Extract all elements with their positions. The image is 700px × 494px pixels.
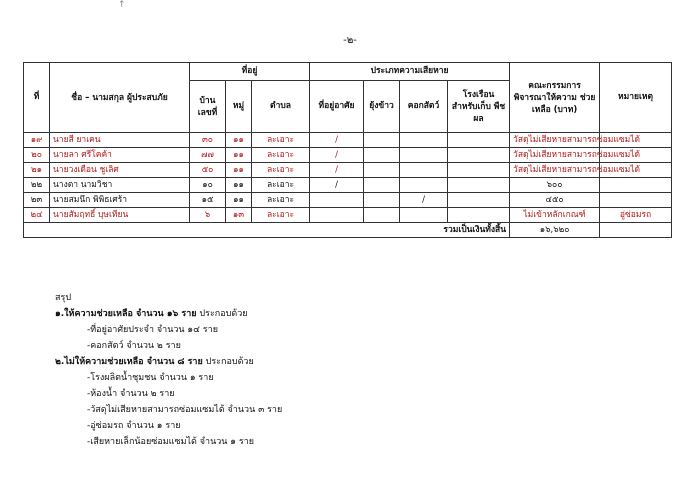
row-rice-barn	[364, 178, 400, 193]
row-tambon: ละเอาะ	[252, 193, 310, 208]
row-storage	[448, 178, 510, 193]
assistance-table	[23, 62, 672, 238]
row-tambon: ละเอาะ	[252, 178, 310, 193]
no-assist-item: -อู่ซ่อมรถ จำนวน ๑ ราย	[87, 421, 181, 431]
row-storage	[448, 208, 510, 223]
total-value: ๑๖,๖๒๐	[510, 223, 600, 238]
row-moo: ๑๑	[226, 193, 252, 208]
row-tambon: ละเอาะ	[252, 148, 310, 163]
assist-item: -คอกสัตว์ จำนวน ๒ ราย	[87, 341, 181, 351]
header-storage: โรงเรือน สำหรับเก็บ พืชผล	[448, 81, 510, 133]
row-moo: ๑๑	[226, 148, 252, 163]
row-name: นายสมนึก พิพิธเศร้า	[50, 193, 190, 208]
row-name: นายวงเดือน ชูเลิศ	[50, 163, 190, 178]
page-number: -๒-	[343, 35, 357, 46]
no-assist-item: -โรงผลิตน้ำชุมชน จำนวน ๑ ราย	[87, 373, 214, 383]
header-name: ชื่อ – นามสกุล ผู้ประสบภัย	[50, 63, 190, 133]
row-house-no: ๓๐	[190, 133, 226, 148]
header-rice-barn: ยุ้งข้าว	[364, 81, 400, 133]
assist-suffix: ประกอบด้วย	[196, 309, 248, 319]
row-house-no: ๖	[190, 208, 226, 223]
row-storage	[448, 193, 510, 208]
table-row	[24, 193, 672, 208]
row-house-no: ๗๗	[190, 148, 226, 163]
header-no: ที่	[24, 63, 50, 133]
header-dwelling: ที่อยู่อาศัย	[310, 81, 364, 133]
header-moo: หมู่	[226, 81, 252, 133]
row-tambon: ละเอาะ	[252, 163, 310, 178]
row-moo: ๑๑	[226, 163, 252, 178]
row-dwelling: /	[310, 133, 364, 148]
row-storage	[448, 148, 510, 163]
row-storage	[448, 133, 510, 148]
row-name: นายสี ยาเคน	[50, 133, 190, 148]
summary-heading: สรุป	[55, 293, 72, 303]
row-pen: /	[400, 193, 448, 208]
row-pen	[400, 148, 448, 163]
table-row	[24, 208, 672, 223]
row-moo: ๑๓	[226, 208, 252, 223]
assist-item: -ที่อยู่อาศัยประจำ จำนวน ๑๔ ราย	[87, 325, 218, 335]
row-house-no: ๑๐	[190, 178, 226, 193]
row-pen	[400, 208, 448, 223]
header-remark: หมายเหตุ	[600, 63, 672, 133]
row-tambon: ละเอาะ	[252, 208, 310, 223]
row-dwelling	[310, 193, 364, 208]
row-moo: ๑๑	[226, 133, 252, 148]
assist-heading: ๑.ให้ความช่วยเหลือ จำนวน ๑๖ ราย	[55, 309, 197, 319]
table-row	[24, 148, 672, 163]
row-moo: ๑๑	[226, 178, 252, 193]
row-amount: ๔๕๐	[510, 193, 600, 208]
row-rice-barn	[364, 208, 400, 223]
row-dwelling	[310, 208, 364, 223]
row-rice-barn	[364, 193, 400, 208]
row-name: นายสัมฤทธิ์ บุษเทียน	[50, 208, 190, 223]
row-pen	[400, 178, 448, 193]
row-dwelling: /	[310, 178, 364, 193]
no-assist-heading: ๒.ไม่ให้ความช่วยเหลือ จำนวน ๘ ราย	[55, 357, 203, 367]
table-row	[24, 163, 672, 178]
row-amount: ๖๐๐	[510, 178, 600, 193]
no-assist-item: -เสียหายเล็กน้อยซ่อมแซมได้ จำนวน ๑ ราย	[87, 437, 255, 447]
row-no: ๒๐	[24, 148, 50, 163]
row-remark: อู่ซ่อมรถ	[600, 208, 672, 223]
header-address: ที่อยู่	[190, 63, 310, 81]
table-row	[24, 133, 672, 148]
row-house-no: ๕๐	[190, 163, 226, 178]
row-pen	[400, 163, 448, 178]
row-remark	[600, 178, 672, 193]
header-pen: คอกสัตว์	[400, 81, 448, 133]
row-name: นางตา นามวิชา	[50, 178, 190, 193]
row-no: ๑๙	[24, 133, 50, 148]
corner-mark: ↑	[118, 0, 126, 10]
table-row	[24, 178, 672, 193]
row-no: ๒๔	[24, 208, 50, 223]
header-damage-type: ประเภทความเสียหาย	[310, 63, 510, 81]
row-storage	[448, 163, 510, 178]
row-no: ๒๓	[24, 193, 50, 208]
total-remark-cell	[600, 223, 672, 238]
row-rice-barn	[364, 163, 400, 178]
no-assist-suffix: ประกอบด้วย	[202, 357, 254, 367]
row-amount: วัสดุไม่เสียหายสามารถซ่อมแซมได้	[510, 163, 600, 178]
row-house-no: ๑๕	[190, 193, 226, 208]
row-rice-barn	[364, 148, 400, 163]
total-label: รวมเป็นเงินทั้งสิ้น	[24, 223, 510, 238]
row-no: ๒๒	[24, 178, 50, 193]
row-amount: ไม่เข้าหลักเกณฑ์	[510, 208, 600, 223]
header-tambon: ตำบล	[252, 81, 310, 133]
header-house-no: บ้าน เลขที่	[190, 81, 226, 133]
header-committee: คณะกรรมการ พิจารณาให้ความ ช่วยเหลือ (บาท)	[510, 63, 600, 133]
row-dwelling: /	[310, 163, 364, 178]
row-name: นายลา ศรีโคค้า	[50, 148, 190, 163]
row-no: ๒๑	[24, 163, 50, 178]
row-tambon: ละเอาะ	[252, 133, 310, 148]
row-remark	[600, 193, 672, 208]
no-assist-item: -ห้องน้ำ จำนวน ๒ ราย	[87, 389, 175, 399]
row-dwelling: /	[310, 148, 364, 163]
row-rice-barn	[364, 133, 400, 148]
no-assist-item: -วัสดุไม่เสียหายสามารถซ่อมแซมได้ จำนวน ๓ ราย	[87, 405, 283, 415]
summary-section	[55, 290, 282, 450]
row-amount: วัสดุไม่เสียหายสามารถซ่อมแซมได้	[510, 148, 600, 163]
row-pen	[400, 133, 448, 148]
row-amount: วัสดุไม่เสียหายสามารถซ่อมแซมได้	[510, 133, 600, 148]
